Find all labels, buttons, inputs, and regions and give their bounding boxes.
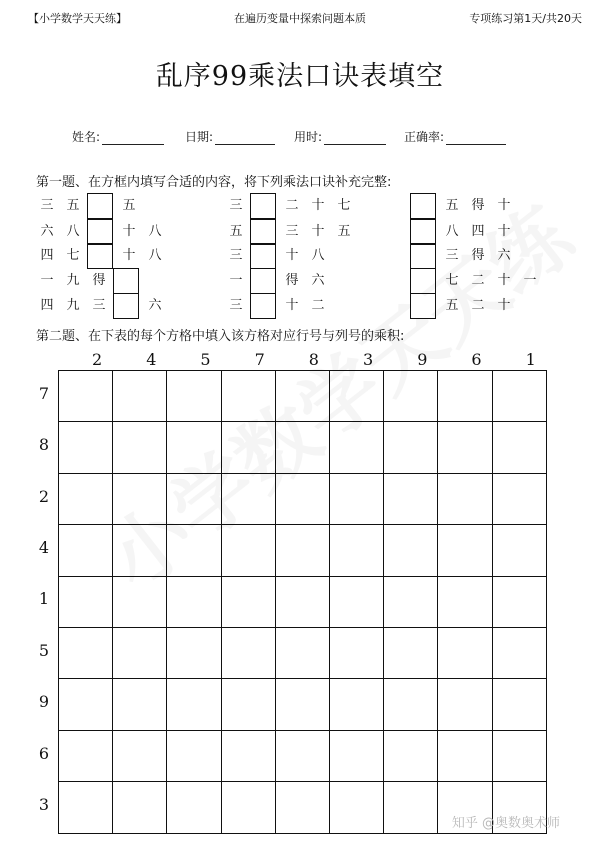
product-cell[interactable] bbox=[275, 576, 330, 628]
column-header: 3 bbox=[363, 350, 374, 369]
formula-char: 四 bbox=[471, 224, 485, 239]
formula-char: 三 bbox=[285, 224, 299, 239]
product-cell[interactable] bbox=[112, 627, 167, 679]
formula-char: 得 bbox=[285, 273, 299, 288]
formula-char: 三 bbox=[229, 248, 243, 263]
product-cell[interactable] bbox=[221, 781, 276, 833]
formula-char: 一 bbox=[523, 273, 537, 288]
product-cell[interactable] bbox=[166, 781, 221, 833]
product-cell[interactable] bbox=[492, 576, 547, 628]
product-cell[interactable] bbox=[58, 781, 113, 833]
product-cell[interactable] bbox=[221, 678, 276, 730]
header-left: 【小学数学天天练】 bbox=[28, 12, 127, 25]
formula-char: 六 bbox=[311, 273, 325, 288]
formula-char: 得 bbox=[471, 198, 485, 213]
name-label: 姓名: bbox=[72, 130, 101, 144]
formula-char: 四 bbox=[40, 248, 54, 263]
date-label: 日期: bbox=[185, 130, 214, 144]
formula-char: 一 bbox=[229, 273, 243, 288]
formula-char: 六 bbox=[148, 298, 162, 313]
product-cell[interactable] bbox=[437, 473, 492, 525]
product-cell[interactable] bbox=[437, 524, 492, 576]
formula-char: 八 bbox=[66, 224, 80, 239]
formula-char: 五 bbox=[66, 198, 80, 213]
product-cell[interactable] bbox=[112, 370, 167, 422]
product-cell[interactable] bbox=[58, 421, 113, 473]
formula-char: 十 bbox=[311, 198, 325, 213]
product-cell[interactable] bbox=[275, 524, 330, 576]
product-cell[interactable] bbox=[58, 730, 113, 782]
formula-char: 十 bbox=[285, 248, 299, 263]
product-cell[interactable] bbox=[58, 627, 113, 679]
product-cell[interactable] bbox=[492, 730, 547, 782]
formula-char: 三 bbox=[229, 298, 243, 313]
formula-char: 五 bbox=[445, 198, 459, 213]
product-cell[interactable] bbox=[221, 730, 276, 782]
column-header: 8 bbox=[308, 350, 319, 369]
column-header: 5 bbox=[200, 350, 211, 369]
formula-char: 八 bbox=[148, 248, 162, 263]
formula-char: 二 bbox=[471, 273, 485, 288]
product-cell[interactable] bbox=[437, 730, 492, 782]
product-cell[interactable] bbox=[492, 678, 547, 730]
product-cell[interactable] bbox=[58, 370, 113, 422]
product-cell[interactable] bbox=[275, 627, 330, 679]
formula-char: 得 bbox=[92, 273, 106, 288]
formula-char: 五 bbox=[337, 224, 351, 239]
product-cell[interactable] bbox=[329, 781, 384, 833]
product-cell[interactable] bbox=[166, 678, 221, 730]
formula-char: 十 bbox=[122, 248, 136, 263]
product-cell[interactable] bbox=[383, 421, 438, 473]
formula-char: 十 bbox=[122, 224, 136, 239]
formula-char: 二 bbox=[285, 198, 299, 213]
product-cell[interactable] bbox=[492, 524, 547, 576]
product-cell[interactable] bbox=[112, 730, 167, 782]
formula-char: 十 bbox=[497, 224, 511, 239]
product-cell[interactable] bbox=[275, 781, 330, 833]
product-cell[interactable] bbox=[437, 678, 492, 730]
formula-char: 四 bbox=[40, 298, 54, 313]
formula-char: 六 bbox=[40, 224, 54, 239]
product-cell[interactable] bbox=[221, 627, 276, 679]
column-header: 7 bbox=[254, 350, 265, 369]
row-header: 4 bbox=[38, 537, 50, 557]
product-cell[interactable] bbox=[383, 678, 438, 730]
formula-char: 十 bbox=[311, 224, 325, 239]
product-cell[interactable] bbox=[58, 576, 113, 628]
formula-char: 得 bbox=[471, 248, 485, 263]
row-header: 3 bbox=[38, 794, 50, 814]
header-center: 在遍历变量中探索问题本质 bbox=[234, 12, 366, 25]
product-cell[interactable] bbox=[383, 473, 438, 525]
credit-watermark: 知乎 @奥数奥术师 bbox=[451, 816, 560, 831]
product-cell[interactable] bbox=[437, 421, 492, 473]
product-cell[interactable] bbox=[329, 627, 384, 679]
row-header: 2 bbox=[38, 486, 50, 506]
formula-char: 五 bbox=[445, 298, 459, 313]
product-cell[interactable] bbox=[492, 370, 547, 422]
product-cell[interactable] bbox=[329, 473, 384, 525]
row-header: 6 bbox=[38, 743, 50, 763]
product-cell[interactable] bbox=[221, 576, 276, 628]
formula-char: 十 bbox=[497, 198, 511, 213]
header-right: 专项练习第1天/共20天 bbox=[469, 12, 582, 25]
formula-char: 三 bbox=[92, 298, 106, 313]
product-cell[interactable] bbox=[383, 524, 438, 576]
product-cell[interactable] bbox=[383, 627, 438, 679]
formula-char: 八 bbox=[445, 224, 459, 239]
product-cell[interactable] bbox=[329, 730, 384, 782]
formula-char: 五 bbox=[229, 224, 243, 239]
column-header: 2 bbox=[92, 350, 103, 369]
page-title: 乱序99乘法口诀表填空 bbox=[155, 61, 445, 92]
formula-char: 二 bbox=[471, 298, 485, 313]
row-header: 1 bbox=[38, 589, 50, 609]
product-cell[interactable] bbox=[112, 781, 167, 833]
product-cell[interactable] bbox=[329, 678, 384, 730]
formula-char: 九 bbox=[66, 273, 80, 288]
product-cell[interactable] bbox=[166, 627, 221, 679]
column-header: 6 bbox=[471, 350, 482, 369]
column-header: 1 bbox=[525, 350, 536, 369]
product-cell[interactable] bbox=[275, 678, 330, 730]
product-cell[interactable] bbox=[275, 730, 330, 782]
formula-char: 五 bbox=[122, 198, 136, 213]
product-cell[interactable] bbox=[492, 627, 547, 679]
product-cell[interactable] bbox=[437, 576, 492, 628]
formula-char: 七 bbox=[337, 198, 351, 213]
product-cell[interactable] bbox=[383, 730, 438, 782]
formula-char: 十 bbox=[285, 298, 299, 313]
accuracy-label: 正确率: bbox=[404, 130, 445, 144]
formula-char: 一 bbox=[40, 273, 54, 288]
formula-char: 十 bbox=[497, 273, 511, 288]
formula-char: 九 bbox=[66, 298, 80, 313]
product-cell[interactable] bbox=[437, 627, 492, 679]
product-cell[interactable] bbox=[383, 781, 438, 833]
product-cell[interactable] bbox=[58, 678, 113, 730]
product-cell[interactable] bbox=[329, 524, 384, 576]
product-cell[interactable] bbox=[383, 576, 438, 628]
row-header: 9 bbox=[38, 692, 50, 712]
formula-char: 七 bbox=[66, 248, 80, 263]
formula-char: 八 bbox=[311, 248, 325, 263]
section1-title: 第一题、在方框内填写合适的内容，将下列乘法口诀补充完整: bbox=[36, 175, 392, 190]
product-cell[interactable] bbox=[492, 421, 547, 473]
section2-title: 第二题、在下表的每个方格中填入该方格对应行号与列号的乘积: bbox=[36, 329, 405, 344]
formula-char: 七 bbox=[445, 273, 459, 288]
column-header: 9 bbox=[417, 350, 428, 369]
time-label: 用时: bbox=[294, 130, 323, 144]
formula-char: 六 bbox=[497, 248, 511, 263]
formula-char: 十 bbox=[497, 298, 511, 313]
formula-char: 三 bbox=[229, 198, 243, 213]
product-cell[interactable] bbox=[166, 730, 221, 782]
row-header: 5 bbox=[38, 640, 50, 660]
product-cell[interactable] bbox=[492, 473, 547, 525]
product-cell[interactable] bbox=[112, 678, 167, 730]
column-header: 4 bbox=[146, 350, 157, 369]
row-header: 7 bbox=[38, 383, 50, 403]
formula-char: 三 bbox=[445, 248, 459, 263]
formula-char: 八 bbox=[148, 224, 162, 239]
formula-char: 二 bbox=[311, 298, 325, 313]
row-header: 8 bbox=[38, 435, 50, 455]
formula-char: 三 bbox=[40, 198, 54, 213]
product-cell[interactable] bbox=[329, 576, 384, 628]
